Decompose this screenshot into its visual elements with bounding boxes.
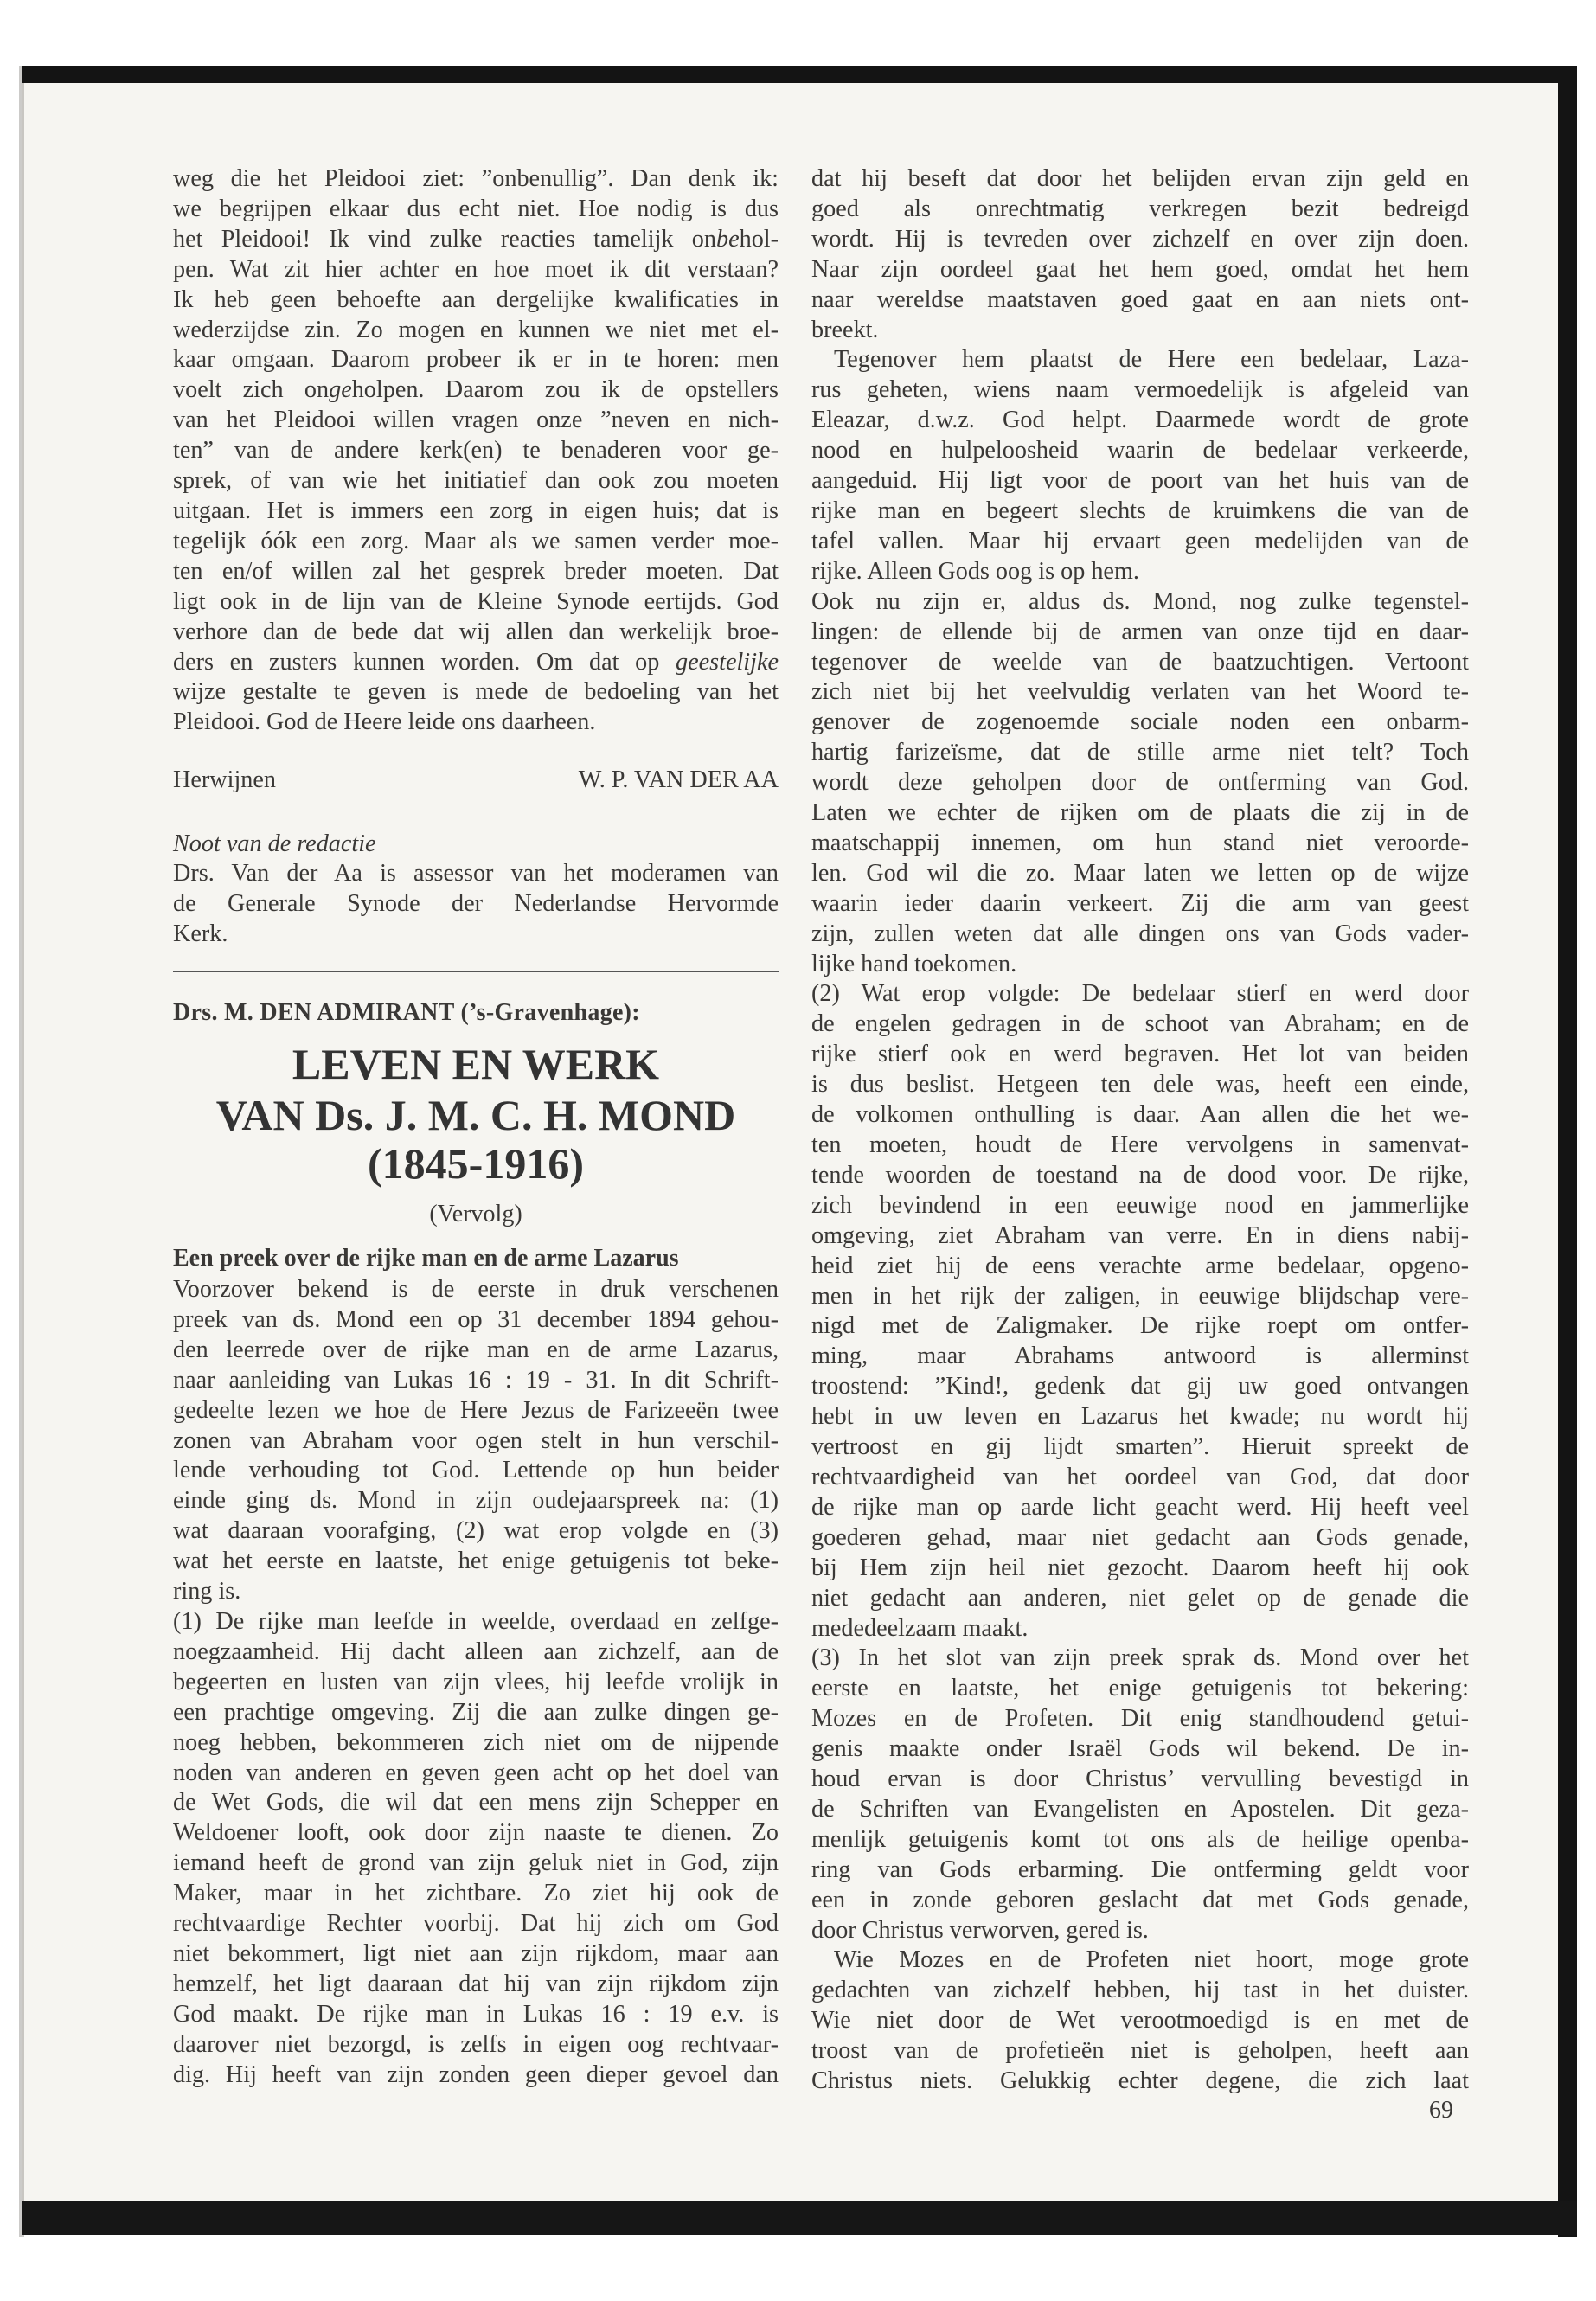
editor-note-heading	[173, 829, 779, 859]
text-line: lijke hand toekomen.	[811, 950, 1017, 977]
scan-border-top	[22, 66, 1577, 83]
text-line: wat het eerste en laatste, het enige getuigenis tot beke-	[173, 1548, 779, 1575]
text-line: ming, maar Abrahams antwoord is allerminst	[811, 1343, 1469, 1370]
text-line: Weldoener looft, ook door zijn naaste te dienen. Zo	[173, 1819, 779, 1847]
text-line: menlijk getuigenis komt tot ons als de heilige openba-	[811, 1825, 1469, 1853]
editor-note	[173, 859, 779, 950]
text-line: ligt ook in de lijn van de Kleine Synode eertijds. God	[173, 587, 779, 615]
text-line: (3) In het slot van zijn preek sprak ds. Mond over het	[811, 1644, 1469, 1672]
scan-edge-left	[19, 66, 24, 2237]
right-column	[811, 164, 1469, 2097]
text-line: ten” van de andere kerk(en) te benaderen voor ge-	[173, 437, 779, 465]
text-line: iemand heeft de grond van zijn geluk niet in God, zijn	[173, 1849, 779, 1877]
text-line: lende verhouding tot God. Lettende op hun beider	[173, 1457, 779, 1484]
text-line: gedeelte lezen we hoe de Here Jezus de Farizeeën twee	[173, 1396, 779, 1424]
text-line: de rijke man op aarde licht geacht werd. Hij heeft veel	[811, 1493, 1469, 1521]
text-line: hemzelf, het ligt daaraan dat hij van zijn rijkdom zijn	[173, 1970, 779, 1997]
text-line: noden van anderen en geven geen acht op het doel van	[173, 1759, 779, 1786]
text-line: ten en/of willen zal het gesprek breder moeten. Dat	[173, 557, 779, 585]
paragraph	[811, 1644, 1469, 1945]
text-line: zich niet bij het veelvuldig verlaten van het Woord te-	[811, 678, 1469, 706]
text-line: is dus beslist. Hetgeen ten dele was, heeft een einde,	[811, 1071, 1469, 1099]
text-line: van het Pleidooi willen vragen onze ”neven en nich-	[173, 407, 779, 434]
text-line: begeerten en lusten van zijn vlees, hij leefde vrolijk in	[173, 1668, 779, 1695]
text-line: rechtvaardigheid van het oordeel van God, dat door	[811, 1463, 1469, 1490]
italic-text: geestelijke	[676, 648, 779, 676]
text-line: troost van de profetieën niet is geholpen, heeft aan	[811, 2037, 1469, 2065]
text-line: uitgaan. Het is immers een zorg in eigen huis; dat is	[173, 497, 779, 524]
text-line: Laten we echter de rijken om de plaats die zij in de	[811, 799, 1469, 827]
text-line: Naar zijn oordeel gaat het hem goed, omdat het hem	[811, 255, 1469, 283]
text-line: tegenover de weelde van de baatzuchtigen. Vertoont	[811, 648, 1469, 676]
text-line: Maker, maar in het zichtbare. Zo ziet hij ook de	[173, 1880, 779, 1907]
text-line: tegelijk óók een zorg. Maar als we samen verder moe-	[173, 527, 779, 554]
text-line: rijke stierf ook en werd begraven. Het lot van beiden	[811, 1041, 1469, 1068]
text-line: maatschappij innemen, om hun stand niet veroorde-	[811, 829, 1469, 856]
text-line: zich bevindend in een eeuwige nood en jammerlijke	[811, 1191, 1469, 1219]
text-line: hebt in uw leven en Lazarus het kwade; nu wordt hij	[811, 1403, 1469, 1431]
text-line: de Generale Synode der Nederlandse Hervormde	[173, 889, 779, 917]
signature-line	[173, 765, 779, 795]
text-line: wordt. Hij is tevreden over zichzelf en over zijn doen.	[811, 225, 1469, 253]
paragraph	[811, 1945, 1469, 2097]
text-line: wat daaraan voorafging, (2) wat erop volgde en (3)	[173, 1517, 779, 1545]
text-line: den leerrede over de rijke man en de arme Lazarus,	[173, 1336, 779, 1363]
text-line: Christus niets. Gelukkig echter degene, die zich laat	[811, 2067, 1469, 2095]
text-line: verhore dan de bede dat wij allen dan werkelijk broe-	[173, 618, 779, 645]
paragraph	[811, 164, 1469, 345]
text-line: ring is.	[173, 1578, 241, 1606]
text-line: vertroost en gij lijdt smarten”. Hieruit spreekt de	[811, 1433, 1469, 1461]
text-line: Drs. Van der Aa is assessor van het moderamen van	[173, 860, 779, 887]
text-line: lingen: de ellende bij de armen van onze tijd en daar-	[811, 618, 1469, 645]
opening-paragraph	[173, 164, 779, 738]
text-line: len. God wil die zo. Maar laten we letten op de wijze	[811, 859, 1469, 887]
page-number: 69	[1429, 2097, 1453, 2124]
editor-note-heading-text: Noot van de redactie	[173, 830, 376, 857]
text-line: wijze gestalte te geven is mede de bedoeling van het	[173, 678, 779, 706]
text-line: rechtvaardige Rechter voorbij. Dat hij zich om God	[173, 1910, 779, 1938]
text-line: Wie niet door de Wet verootmoedigd is en met de	[811, 2007, 1469, 2035]
text-line: sprek, of van wie het initiatief dan ook zou moeten	[173, 467, 779, 495]
text-line: een prachtige omgeving. Zij die aan zulke dingen ge-	[173, 1698, 779, 1726]
text-line: noeg hebben, bekommeren zich niet om de nijpende	[173, 1728, 779, 1756]
text-line: men in het rijk der zaligen, in eeuwige blijdschap vere-	[811, 1282, 1469, 1310]
text-line: een in zonde geboren geslacht dat met Gods genade,	[811, 1886, 1469, 1913]
text-line: Pleidooi. God de Heere leide ons daarheen.	[173, 708, 596, 736]
text-line: houd ervan is door Christus’ vervulling bevestigd in	[811, 1766, 1469, 1793]
text-line: noegzaamheid. Hij dacht alleen aan zichzelf, aan de	[173, 1638, 779, 1665]
section-heading: Een preek over de rijke man en de arme Lazarus	[173, 1245, 679, 1272]
text-line: hartig farizeïsme, dat de stille arme niet telt? Toch	[811, 739, 1469, 766]
text-line: dig. Hij heeft van zijn zonden geen dieper gevoel dan	[173, 2061, 779, 2088]
text-line: zonen van Abraham voor ogen stelt in hun verschil-	[173, 1426, 779, 1454]
text-line: ten moeten, houdt de Here vervolgens in samenvat-	[811, 1131, 1469, 1158]
article-subtitle: (Vervolg)	[429, 1201, 522, 1227]
paragraph	[811, 587, 1469, 980]
text-line: ders en zusters kunnen worden. Om dat op geestelijke	[173, 648, 779, 676]
text-line: wederzijdse zin. Zo mogen en kunnen we niet met el-	[173, 316, 779, 343]
text-line: de Schriften van Evangelisten en Apostelen. Dit geza-	[811, 1795, 1469, 1823]
scan-border-right	[1558, 66, 1577, 2237]
text-line: wordt deze geholpen door de ontferming van God.	[811, 769, 1469, 797]
text-line: we begrijpen elkaar dus echt niet. Hoe nodig is dus	[173, 195, 779, 222]
text-line: naar wereldse maatstaven goed gaat en aan niets ont-	[811, 285, 1469, 313]
text-line: gedachten van zichzelf hebben, hij tast in het duister.	[811, 1977, 1469, 2004]
text-line: nigd met de Zaligmaker. De rijke roept om ontfer-	[811, 1312, 1469, 1340]
signature-place: Herwijnen	[173, 766, 276, 793]
signature-name: W. P. VAN DER AA	[578, 766, 779, 793]
section-divider	[173, 971, 779, 972]
text-line: Eleazar, d.w.z. God helpt. Daarmede wordt de grote	[811, 407, 1469, 434]
text-line: Ook nu zijn er, aldus ds. Mond, nog zulke tegenstel-	[811, 587, 1469, 615]
article-title-line-1: LEVEN EN WERK	[292, 1040, 660, 1088]
article-title-line-2: VAN Ds. J. M. C. H. MOND	[215, 1091, 736, 1139]
text-line: einde ging ds. Mond in zijn oudejaarspreek na: (1)	[173, 1487, 779, 1515]
text-line: dat hij beseft dat door het belijden ervan zijn geld en	[811, 165, 1469, 192]
text-line: troostend: ”Kind!, gedenk dat gij uw goed ontvangen	[811, 1373, 1469, 1400]
text-line: genis maakte onder Israël Gods wil bekend. De in-	[811, 1735, 1469, 1763]
text-line: rijke man en begeert slechts de kruimkens die van de	[811, 497, 1469, 524]
text-line: (1) De rijke man leefde in weelde, overdaad en zelfge-	[173, 1607, 779, 1635]
text-line: bij Hem zijn heil niet gezocht. Daarom heeft hij ook	[811, 1554, 1469, 1581]
text-line: omgeving, ziet Abraham van verre. En in diens nabij-	[811, 1221, 1469, 1249]
text-line: ring van Gods erbarming. Die ontferming geldt voor	[811, 1856, 1469, 1883]
text-line: Mozes en de Profeten. Dit enig standhoudend getui-	[811, 1705, 1469, 1733]
text-line: goederen gehad, maar niet gedacht aan Gods genade,	[811, 1523, 1469, 1551]
text-line: God maakt. De rijke man in Lukas 16 : 19 e.v. is	[173, 2000, 779, 2028]
text-line: nood en hulpeloosheid waarin de bedelaar verkeerde,	[811, 437, 1469, 465]
text-line: zijn, zullen weten dat alle dingen ons van Gods vader-	[811, 920, 1469, 947]
article-body-left	[173, 1275, 779, 2090]
text-line: rijke. Alleen Gods oog is op hem.	[811, 557, 1139, 585]
text-line: Kerk.	[173, 920, 228, 947]
text-line: Voorzover bekend is de eerste in druk verschenen	[173, 1276, 779, 1303]
text-line: rus geheten, wiens naam vermoedelijk is afgeleid van	[811, 376, 1469, 404]
text-line: preek van ds. Mond een op 31 december 1894 gehou-	[173, 1305, 779, 1333]
text-line: niet bekommert, ligt niet aan zijn rijkdom, maar aan	[173, 1939, 779, 1967]
text-line: naar aanleiding van Lukas 16 : 19 - 31. In dit Schrift-	[173, 1366, 779, 1394]
text-line: aangeduid. Hij ligt voor de poort van het huis van de	[811, 467, 1469, 495]
text-line: goed als onrechtmatig verkregen bezit bedreigd	[811, 195, 1469, 222]
text-line: weg die het Pleidooi ziet: ”onbenullig”. Dan denk ik:	[173, 165, 779, 192]
paragraph	[811, 345, 1469, 586]
text-line: heid ziet hij de eens verachte arme bedelaar, opgeno-	[811, 1252, 1469, 1279]
text-line: genover de zogenoemde sociale noden een onbarm-	[811, 708, 1469, 736]
italic-text: be	[715, 225, 740, 253]
italic-text: ge	[329, 376, 352, 404]
text-line: (2) Wat erop volgde: De bedelaar stierf en werd door	[811, 980, 1469, 1008]
text-line: het Pleidooi! Ik vind zulke reacties tamelijk onbehol-	[173, 225, 779, 253]
paragraph	[811, 979, 1469, 1644]
scan-border-bottom	[22, 2201, 1577, 2235]
text-line: pen. Wat zit hier achter en hoe moet ik dit verstaan?	[173, 255, 779, 283]
text-line: de Wet Gods, die wil dat een mens zijn Schepper en	[173, 1789, 779, 1817]
text-line: de volkomen onthulling is daar. Aan allen die het we-	[811, 1101, 1469, 1129]
article-title-line-3: (1845-1916)	[368, 1139, 584, 1188]
text-line: voelt zich ongeholpen. Daarom zou ik de opstellers	[173, 376, 779, 404]
text-line: mededeelzaam maakt.	[811, 1614, 1029, 1642]
text-line: door Christus verworven, gered is.	[811, 1916, 1149, 1944]
article-author: Drs. M. DEN ADMIRANT (’s-Gravenhage):	[173, 999, 640, 1026]
text-line: Wie Mozes en de Profeten niet hoort, moge grote	[834, 1946, 1469, 1974]
text-line: daarover niet bezorgd, is zelfs in eigen oog rechtvaar-	[173, 2030, 779, 2058]
text-line: niet gedacht aan anderen, niet gelet op de genade die	[811, 1584, 1469, 1612]
text-line: Tegenover hem plaatst de Here een bedelaar, Laza-	[834, 346, 1469, 374]
text-line: Ik heb geen behoefte aan dergelijke kwalificaties in	[173, 285, 779, 313]
text-line: eerste en laatste, het enige getuigenis tot bekering:	[811, 1675, 1469, 1702]
text-line: waarin ieder daarin verkeert. Zij die arm van geest	[811, 889, 1469, 917]
text-line: tafel vallen. Maar hij ervaart geen medelijden van de	[811, 527, 1469, 554]
text-line: de engelen gedragen in de schoot van Abraham; en de	[811, 1010, 1469, 1038]
text-line: kaar omgaan. Daarom probeer ik er in te horen: men	[173, 346, 779, 374]
text-line: breekt.	[811, 316, 879, 343]
text-line: tende woorden de toestand na de dood voor. De rijke,	[811, 1161, 1469, 1189]
